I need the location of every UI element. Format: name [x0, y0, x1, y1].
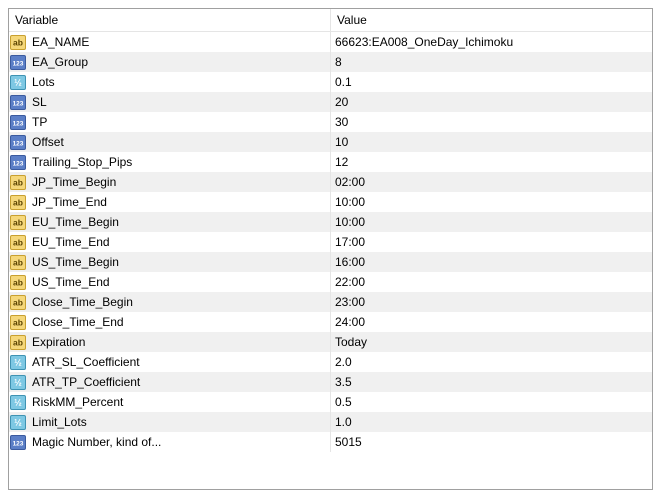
variable-name: Limit_Lots	[32, 415, 87, 429]
value-cell[interactable]: 5015	[335, 435, 362, 449]
variable-name: US_Time_End	[32, 275, 110, 289]
table-row[interactable]	[9, 212, 652, 232]
variable-name: Trailing_Stop_Pips	[32, 155, 133, 169]
variable-name: Offset	[32, 135, 64, 149]
variable-name: Lots	[32, 75, 55, 89]
svg-text:ab: ab	[13, 257, 23, 267]
table-row[interactable]	[9, 132, 652, 152]
svg-text:½: ½	[14, 77, 22, 87]
variable-name: SL	[32, 95, 47, 109]
value-cell[interactable]: 3.5	[335, 375, 352, 389]
variable-name: US_Time_Begin	[32, 255, 119, 269]
table-row[interactable]	[9, 192, 652, 212]
value-cell[interactable]: 24:00	[335, 315, 366, 329]
value-cell[interactable]: 16:00	[335, 255, 366, 269]
variable-name: JP_Time_Begin	[32, 175, 117, 189]
table-row[interactable]	[9, 392, 652, 412]
svg-text:123: 123	[12, 440, 24, 447]
string-type-icon	[10, 215, 26, 230]
string-type-icon	[10, 35, 26, 50]
value-cell[interactable]: 10:00	[335, 195, 366, 209]
value-column-header[interactable]: Value	[337, 13, 367, 27]
variable-cell[interactable]	[9, 372, 331, 392]
string-type-icon	[10, 275, 26, 290]
svg-text:ab: ab	[13, 297, 23, 307]
string-type-icon	[10, 295, 26, 310]
variable-cell[interactable]	[9, 312, 331, 332]
value-cell[interactable]: 0.1	[335, 75, 352, 89]
integer-type-icon	[10, 135, 26, 150]
variable-cell[interactable]	[9, 32, 331, 52]
variable-cell[interactable]	[9, 92, 331, 112]
variable-name: EU_Time_End	[32, 235, 110, 249]
variable-cell[interactable]	[9, 412, 331, 432]
string-type-icon	[10, 235, 26, 250]
table-row[interactable]	[9, 92, 652, 112]
value-cell[interactable]: 20	[335, 95, 349, 109]
variable-cell[interactable]	[9, 352, 331, 372]
string-type-icon	[10, 195, 26, 210]
variable-cell[interactable]	[9, 72, 331, 92]
variable-name: EA_NAME	[32, 35, 90, 49]
table-row[interactable]	[9, 352, 652, 372]
svg-text:ab: ab	[13, 217, 23, 227]
integer-type-icon	[10, 95, 26, 110]
variable-cell[interactable]	[9, 212, 331, 232]
table-row[interactable]	[9, 372, 652, 392]
value-cell[interactable]: Today	[335, 335, 368, 349]
svg-text:ab: ab	[13, 317, 23, 327]
variable-cell[interactable]	[9, 392, 331, 412]
variable-cell[interactable]	[9, 192, 331, 212]
variable-cell[interactable]	[9, 112, 331, 132]
value-cell[interactable]: 30	[335, 115, 349, 129]
value-cell[interactable]: 2.0	[335, 355, 352, 369]
double-type-icon	[10, 395, 26, 410]
variable-cell[interactable]	[9, 52, 331, 72]
svg-text:ab: ab	[13, 237, 23, 247]
value-cell[interactable]: 10	[335, 135, 349, 149]
svg-text:ab: ab	[13, 197, 23, 207]
double-type-icon	[10, 375, 26, 390]
value-cell[interactable]: 0.5	[335, 395, 352, 409]
string-type-icon	[10, 255, 26, 270]
variable-name: ATR_TP_Coefficient	[32, 375, 141, 389]
string-type-icon	[10, 315, 26, 330]
svg-text:123: 123	[12, 120, 24, 127]
svg-text:123: 123	[12, 100, 24, 107]
variable-column-header[interactable]: Variable	[9, 9, 331, 31]
table-row[interactable]	[9, 412, 652, 432]
svg-text:123: 123	[12, 60, 24, 67]
variable-name: JP_Time_End	[32, 195, 107, 209]
variable-name: EA_Group	[32, 55, 89, 69]
double-type-icon	[10, 75, 26, 90]
variable-name: RiskMM_Percent	[32, 395, 124, 409]
variable-cell[interactable]	[9, 272, 331, 292]
variable-name: EU_Time_Begin	[32, 215, 119, 229]
variable-name: Close_Time_Begin	[32, 295, 133, 309]
table-row[interactable]	[9, 312, 652, 332]
variable-cell[interactable]	[9, 432, 331, 452]
variable-cell[interactable]	[9, 172, 331, 192]
value-cell[interactable]: 23:00	[335, 295, 366, 309]
value-cell[interactable]: 22:00	[335, 275, 366, 289]
value-cell[interactable]: 17:00	[335, 235, 366, 249]
svg-text:½: ½	[14, 377, 22, 387]
variable-name: ATR_SL_Coefficient	[32, 355, 140, 369]
integer-type-icon	[10, 115, 26, 130]
table-row[interactable]	[9, 332, 652, 352]
value-cell[interactable]: 10:00	[335, 215, 366, 229]
svg-text:ab: ab	[13, 337, 23, 347]
table-row[interactable]	[9, 112, 652, 132]
value-cell[interactable]: 1.0	[335, 415, 352, 429]
table-row[interactable]	[9, 252, 652, 272]
value-cell[interactable]: 12	[335, 155, 349, 169]
variable-name: TP	[32, 115, 48, 129]
table-row[interactable]	[9, 172, 652, 192]
string-type-icon	[10, 335, 26, 350]
integer-type-icon	[10, 435, 26, 450]
table-row[interactable]	[9, 152, 652, 172]
variable-name: Magic Number, kind of...	[32, 435, 162, 449]
table-row[interactable]	[9, 432, 652, 452]
value-cell[interactable]: 8	[335, 55, 342, 69]
table-header	[9, 9, 652, 32]
table-row[interactable]	[9, 272, 652, 292]
string-type-icon	[10, 175, 26, 190]
variable-name: Expiration	[32, 335, 86, 349]
table-row[interactable]	[9, 292, 652, 312]
svg-text:½: ½	[14, 397, 22, 407]
table-row[interactable]	[9, 232, 652, 252]
svg-text:ab: ab	[13, 37, 23, 47]
variable-cell[interactable]	[9, 152, 331, 172]
svg-text:ab: ab	[13, 277, 23, 287]
table-row[interactable]	[9, 52, 652, 72]
svg-text:½: ½	[14, 417, 22, 427]
table-row[interactable]	[9, 32, 652, 52]
double-type-icon	[10, 355, 26, 370]
variable-name: Close_Time_End	[32, 315, 124, 329]
variable-cell[interactable]	[9, 292, 331, 312]
variable-cell[interactable]	[9, 232, 331, 252]
variable-cell[interactable]	[9, 252, 331, 272]
integer-type-icon	[10, 55, 26, 70]
svg-text:ab: ab	[13, 177, 23, 187]
integer-type-icon	[10, 155, 26, 170]
inputs-table	[8, 8, 653, 490]
value-cell[interactable]: 02:00	[335, 175, 366, 189]
double-type-icon	[10, 415, 26, 430]
table-row[interactable]	[9, 72, 652, 92]
svg-text:½: ½	[14, 357, 22, 367]
value-cell[interactable]: 66623:EA008_OneDay_Ichimoku	[335, 35, 514, 49]
svg-text:123: 123	[12, 140, 24, 147]
variable-cell[interactable]	[9, 332, 331, 352]
table-body	[9, 32, 652, 452]
variable-cell[interactable]	[9, 132, 331, 152]
svg-text:123: 123	[12, 160, 24, 167]
